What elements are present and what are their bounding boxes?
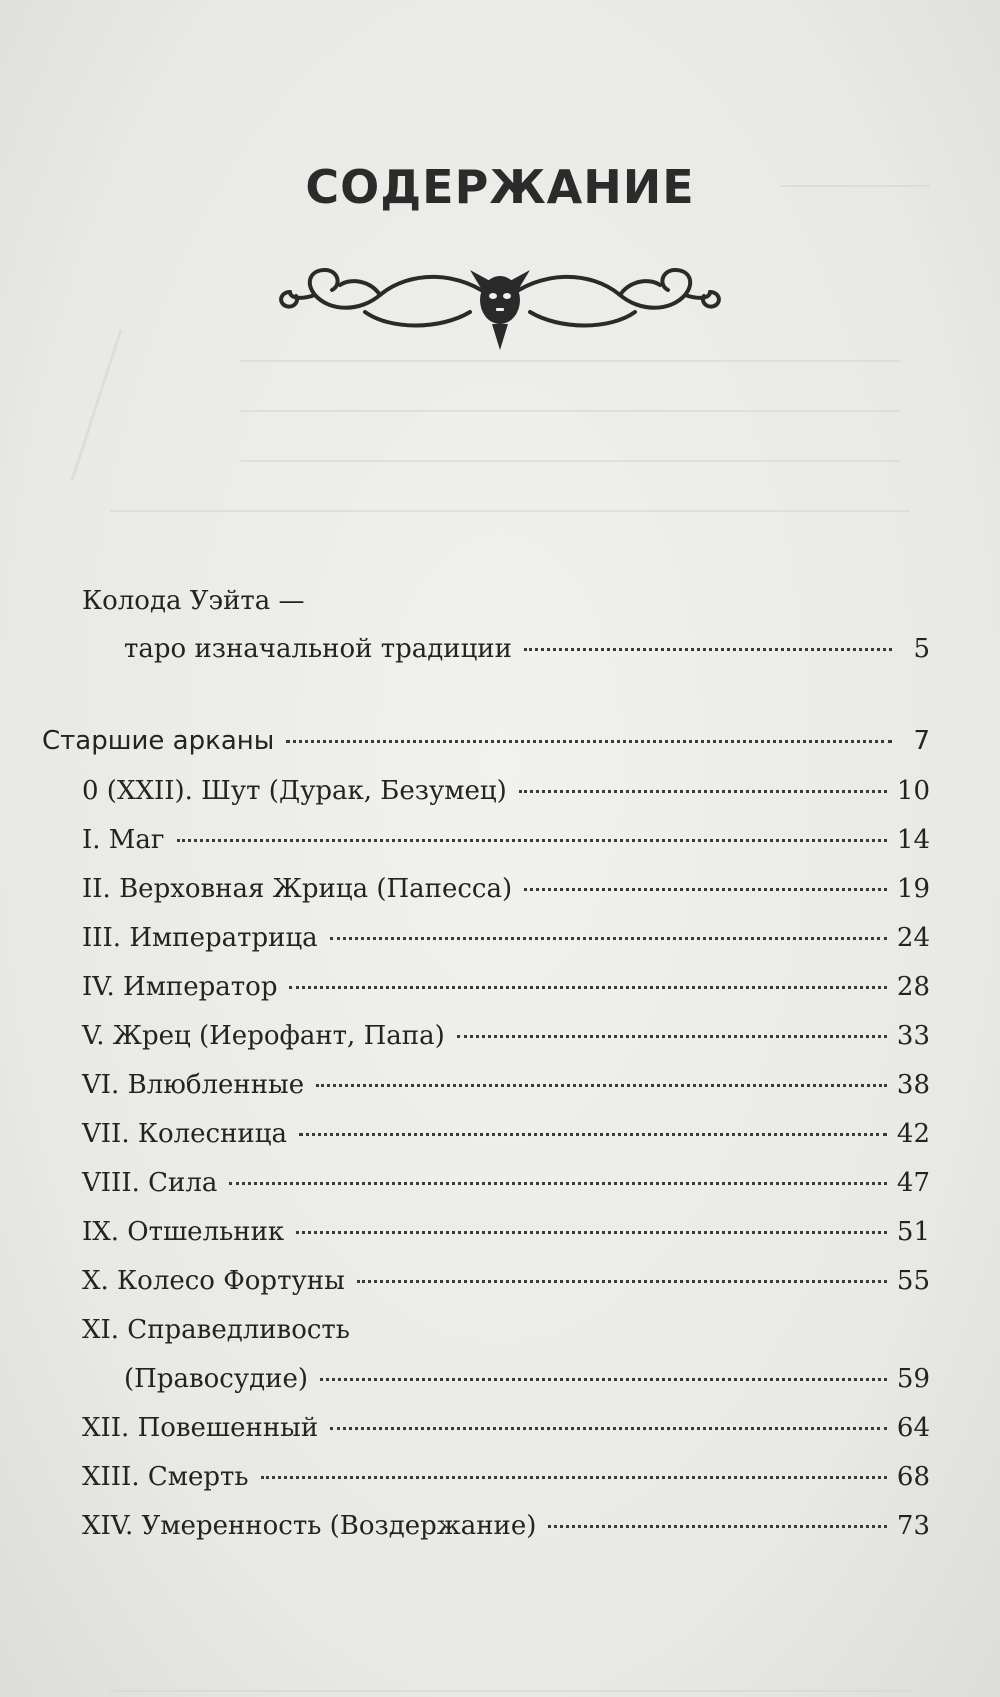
toc-entry-justice-line1 [42,1306,930,1355]
toc-entry-title: VIII. Сила [82,1168,218,1198]
toc-entry[interactable] [42,1404,930,1453]
dot-leader [330,937,887,940]
dot-leader [524,888,887,891]
toc-page-number: 7 [913,726,930,756]
toc-page-number: 14 [896,825,930,855]
toc-entry-title: Колода Уэйта — [82,586,305,616]
toc-entry-title: (Правосудие) [124,1364,308,1394]
toc-entry[interactable] [42,1502,930,1551]
toc-entry-title: I. Маг [82,825,165,855]
toc-entry-title: 0 (XXII). Шут (Дурак, Безумец) [82,776,507,806]
toc-page-number: 38 [896,1070,930,1100]
toc-entry-title: XI. Справедливость [82,1315,350,1345]
toc-entry-title: II. Верховная Жрица (Папесса) [82,874,513,904]
dot-leader [261,1476,887,1479]
dot-leader [229,1182,887,1185]
toc-entry[interactable] [42,1453,930,1502]
toc-entry-intro-line1 [42,578,930,625]
bleed-through-line [240,410,900,412]
toc-section-title: Старшие арканы [42,726,275,756]
toc-page-number: 55 [896,1266,930,1296]
toc-entry-title: VI. Влюбленные [82,1070,305,1100]
dot-leader [457,1035,887,1038]
toc-entry[interactable] [42,767,930,816]
toc-page-number: 73 [896,1511,930,1541]
toc-page-number: 33 [896,1021,930,1051]
bleed-through-line [110,510,910,512]
dot-leader [299,1133,887,1136]
toc-section-major-arcana[interactable] [42,715,930,767]
toc-page-number: 68 [896,1462,930,1492]
bleed-through-line [240,360,900,362]
toc-entry-justice[interactable] [42,1355,930,1404]
toc-page-number: 10 [896,776,930,806]
floral-ornament-icon [270,250,730,360]
bleed-through-initial [71,330,233,480]
dot-leader [289,986,886,989]
toc-page-number: 51 [896,1217,930,1247]
toc-entry-title: VII. Колесница [82,1119,287,1149]
page-title: СОДЕРЖАНИЕ [305,160,695,214]
toc-entry[interactable] [42,816,930,865]
dot-leader [286,740,892,743]
toc-entry[interactable] [42,865,930,914]
toc-entry-title: IX. Отшельник [82,1217,285,1247]
dot-leader [296,1231,887,1234]
dot-leader [320,1378,887,1381]
toc-entry[interactable] [42,914,930,963]
toc-entry-title: XIII. Смерть [82,1462,249,1492]
toc-entry[interactable] [42,1208,930,1257]
dot-leader [357,1280,887,1283]
toc-page-number: 24 [896,923,930,953]
toc-entry-title: III. Императрица [82,923,318,953]
toc-entry-intro[interactable] [42,625,930,674]
toc-page-number: 5 [913,634,930,664]
toc-entry-title: V. Жрец (Иерофант, Папа) [82,1021,445,1051]
toc-page-number: 42 [896,1119,930,1149]
toc-entry-title: таро изначальной традиции [124,634,512,664]
dot-leader [330,1427,887,1430]
dot-leader [316,1084,887,1087]
toc-entry-title: IV. Император [82,972,278,1002]
toc-page-number: 64 [896,1413,930,1443]
toc-entry[interactable] [42,1159,930,1208]
dot-leader [524,648,892,651]
toc-page-number: 28 [896,972,930,1002]
dot-leader [177,839,887,842]
bleed-through-line [240,460,900,462]
toc-entry[interactable] [42,1257,930,1306]
dot-leader [548,1525,887,1528]
toc-page-number: 47 [896,1168,930,1198]
bleed-through-line [110,1690,910,1692]
toc-entry[interactable] [42,963,930,1012]
dot-leader [519,790,887,793]
toc-entry-title: XIV. Умеренность (Воздержание) [82,1511,537,1541]
toc-entry-title: XII. Повешенный [82,1413,319,1443]
toc-entry[interactable] [42,1110,930,1159]
table-of-contents [42,578,930,1551]
toc-page-number: 19 [896,874,930,904]
toc-entry-title: X. Колесо Фортуны [82,1266,345,1296]
toc-entry[interactable] [42,1061,930,1110]
toc-entry[interactable] [42,1012,930,1061]
toc-page-number: 59 [896,1364,930,1394]
